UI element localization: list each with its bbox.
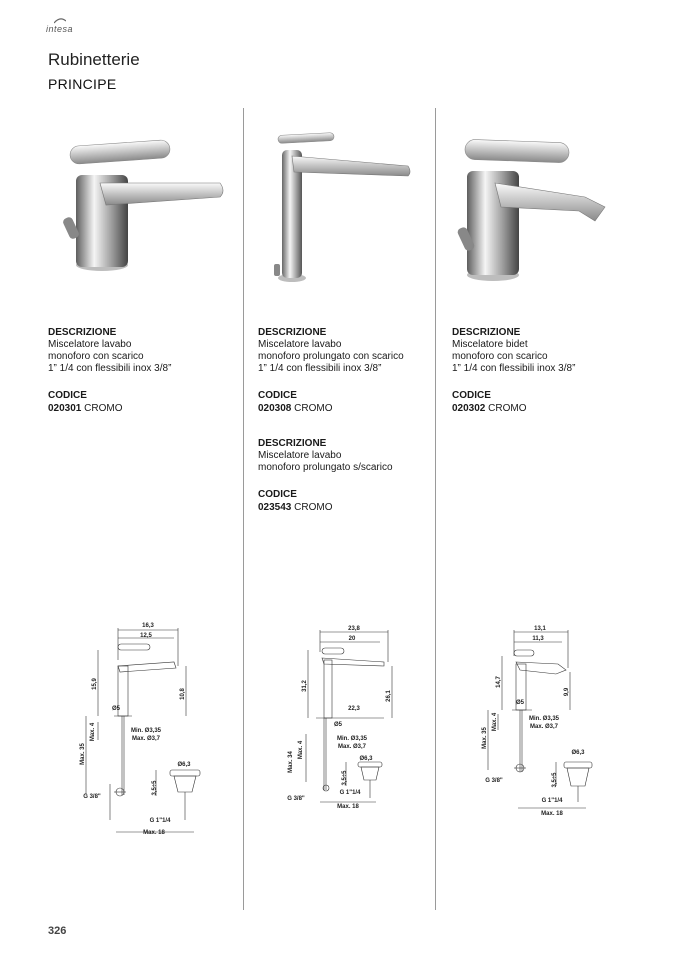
description-line: 1” 1/4 con flessibili inox 3/8”: [48, 363, 172, 374]
code-label: CODICE: [258, 390, 297, 401]
description-line: Miscelatore lavabo: [48, 339, 132, 350]
dimension-label: Ø6,3: [359, 756, 373, 762]
dimension-label: G 3/8": [485, 778, 503, 784]
technical-drawing-020301: [74, 620, 204, 842]
dimension-label: 31,2: [302, 680, 308, 692]
dimension-label: 26,1: [386, 690, 392, 702]
dimension-label: Ø6,3: [571, 750, 585, 756]
dimension-label: G 3/8": [83, 794, 101, 800]
brand-logo: intesa: [46, 24, 74, 34]
dimension-label: Max. 4: [298, 740, 304, 760]
description-line: Miscelatore bidet: [452, 339, 528, 350]
column-divider: [243, 108, 244, 910]
dimension-label: 3,5÷5: [552, 772, 558, 788]
dimension-label: Max. 4: [90, 722, 96, 742]
description-label: DESCRIZIONE: [48, 327, 117, 338]
series-title: PRINCIPE: [48, 76, 117, 92]
dimension-label: Min. Ø3,35: [336, 736, 368, 742]
dimension-label: Ø6,3: [177, 762, 191, 768]
description-line: monoforo prolungato con scarico: [258, 351, 404, 362]
code-label: CODICE: [258, 489, 297, 500]
dimension-label: Min. Ø3,35: [130, 728, 162, 734]
dimension-label: Max. 34: [288, 751, 294, 773]
dimension-label: Ø5: [333, 722, 343, 728]
dimension-label: 15,9: [92, 678, 98, 690]
description-label: DESCRIZIONE: [258, 438, 327, 449]
dimension-label: Min. Ø3,35: [528, 716, 560, 722]
dimension-label: G 1"1/4: [541, 798, 563, 804]
dimension-label: 12,5: [140, 633, 152, 639]
dimension-label: Max. 35: [482, 727, 488, 749]
dimension-label: 3,5÷5: [152, 780, 158, 796]
technical-drawing-020302: [476, 622, 606, 822]
product-photo-bidet-mixer: [455, 135, 620, 285]
dimension-label: Max. Ø3,7: [131, 736, 161, 742]
dimension-label: 14,7: [496, 676, 502, 688]
dimension-label: 13,1: [534, 626, 546, 632]
dimension-label: G 3/8": [287, 796, 305, 802]
description-line: monoforo con scarico: [48, 351, 144, 362]
dimension-label: Ø5: [111, 706, 121, 712]
dimension-label: G 1"1/4: [149, 818, 171, 824]
product-code: 020301 CROMO: [48, 403, 123, 414]
dimension-label: 22,3: [348, 706, 360, 712]
description-line: Miscelatore lavabo: [258, 450, 342, 461]
page-title: Rubinetterie: [48, 50, 140, 69]
description-line: 1” 1/4 con flessibili inox 3/8”: [258, 363, 382, 374]
dimension-label: Max. 35: [80, 743, 86, 765]
dimension-label: 23,8: [348, 626, 360, 632]
dimension-label: 20: [348, 636, 356, 642]
product-code: 020302 CROMO: [452, 403, 527, 414]
code-label: CODICE: [48, 390, 87, 401]
description-line: Miscelatore lavabo: [258, 339, 342, 350]
product-photo-tall-basin-mixer: [268, 132, 418, 287]
column-divider: [435, 108, 436, 910]
product-code: 020308 CROMO: [258, 403, 333, 414]
description-label: DESCRIZIONE: [258, 327, 327, 338]
dimension-label: 3,5÷5: [342, 770, 348, 786]
dimension-label: 11,3: [532, 636, 544, 642]
technical-drawing-020308: [280, 622, 410, 812]
dimension-label: G 1"1/4: [339, 790, 361, 796]
dimension-label: Ø5: [515, 700, 525, 706]
product-photo-basin-mixer: [60, 135, 230, 285]
dimension-label: 10,8: [180, 688, 186, 700]
dimension-label: Max. Ø3,7: [529, 724, 559, 730]
code-label: CODICE: [452, 390, 491, 401]
dimension-label: 16,3: [142, 623, 154, 629]
dimension-label: Max. Ø3,7: [337, 744, 367, 750]
dimension-label: Max. 18: [337, 804, 359, 810]
dimension-label: 9,9: [564, 687, 570, 697]
description-line: monoforo con scarico: [452, 351, 548, 362]
dimension-label: Max. 4: [492, 712, 498, 732]
dimension-label: Max. 18: [143, 830, 165, 836]
product-code: 023543 CROMO: [258, 502, 333, 513]
page-number: 326: [48, 925, 67, 937]
description-label: DESCRIZIONE: [452, 327, 521, 338]
description-line: 1” 1/4 con flessibili inox 3/8”: [452, 363, 576, 374]
description-line: monoforo prolungato s/scarico: [258, 462, 393, 473]
dimension-label: Max. 18: [541, 811, 563, 817]
